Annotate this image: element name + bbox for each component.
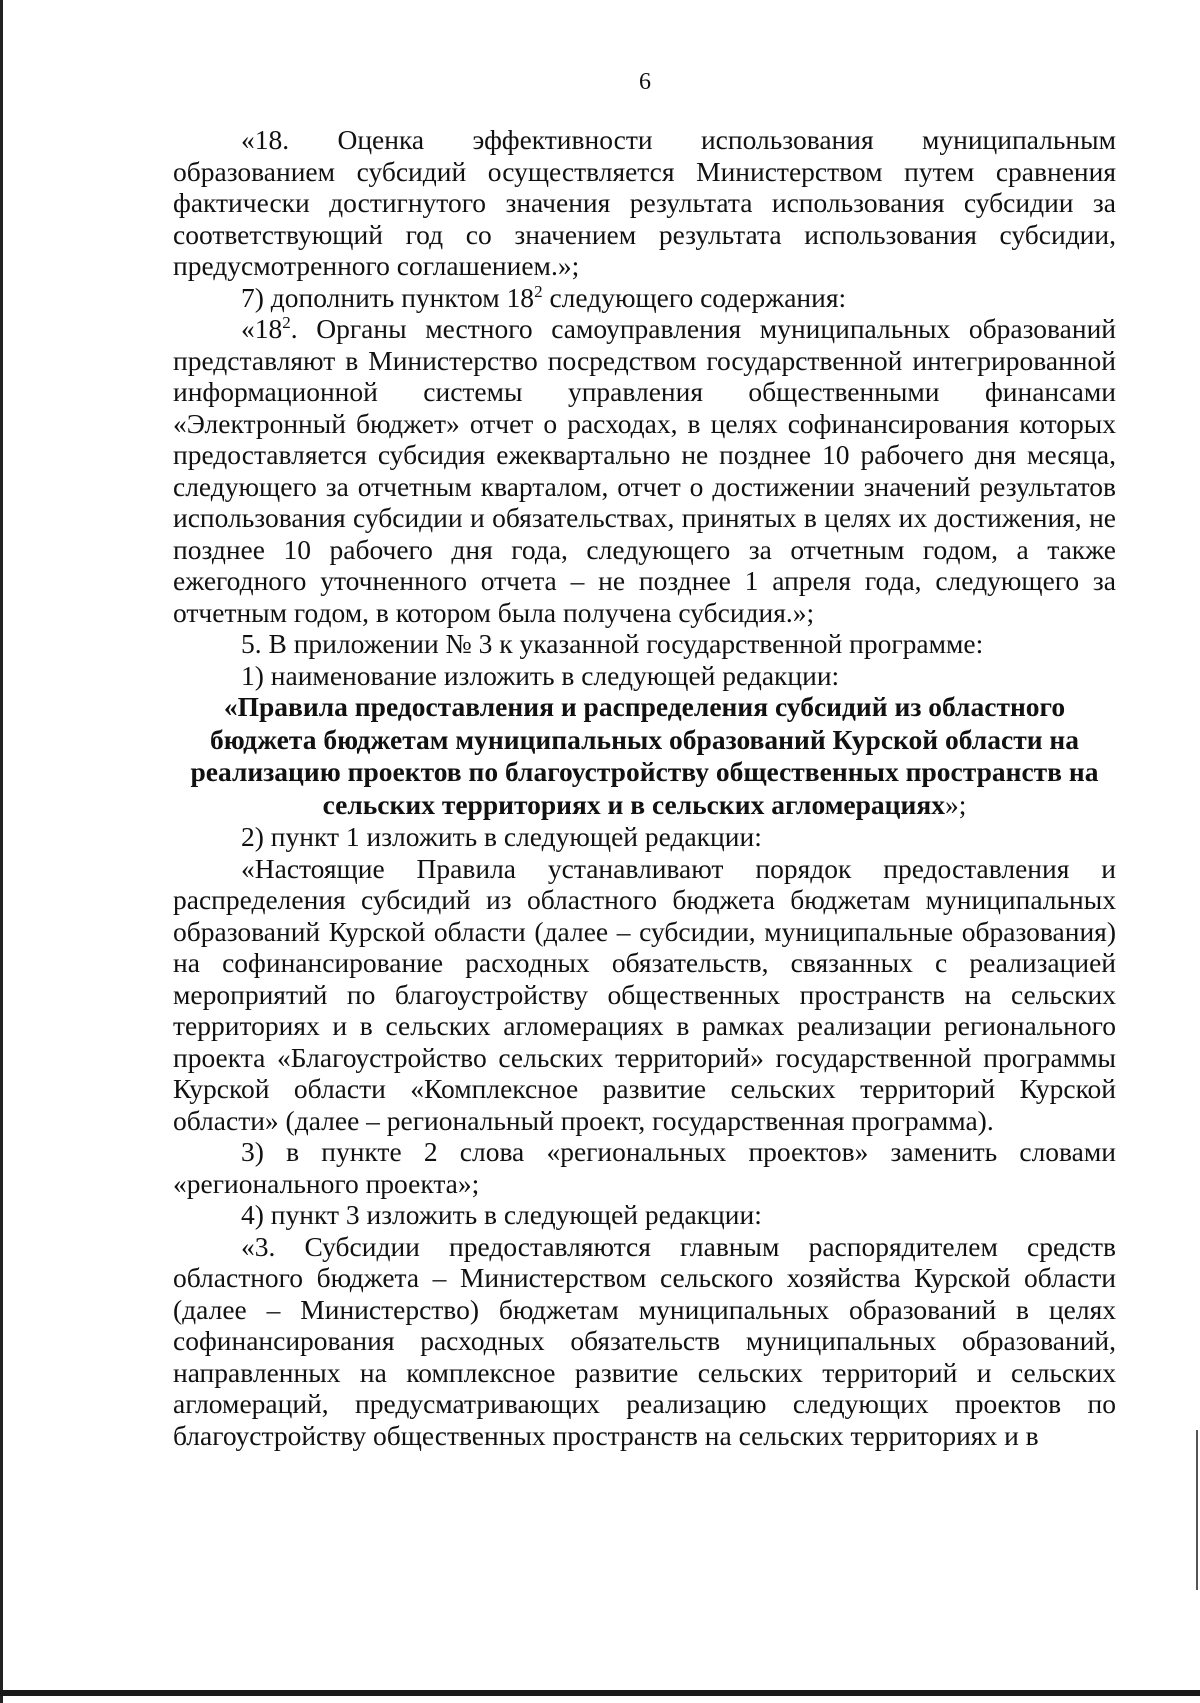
paragraph-amendment-1: 1) наименование изложить в следующей редакции: [241, 659, 840, 691]
heading-tail: »; [945, 788, 967, 820]
heading-text: «Правила предоставления и распределения субсидий из областного бюджета бюджетам муниципальных образований Курской области на реализацию проектов по благоустройству общественных пространств на сельских территориях и в сельских агломерациях [190, 691, 1099, 820]
page-number: 6 [639, 69, 651, 95]
paragraph-text: следующего содержания: [542, 281, 847, 313]
rules-title-heading [173, 691, 1116, 821]
paragraph-amendment-4: 4) пункт 3 изложить в следующей редакции: [241, 1199, 762, 1230]
paragraph-appendix-3: 5. В приложении № 3 к указанной государственной программе: [241, 628, 984, 659]
paragraph-item-18-2 [173, 313, 1116, 628]
paragraph-text: 7) дополнить пунктом 18 [241, 281, 535, 313]
superscript-index: 2 [534, 281, 543, 301]
paragraph-rules-point-3: «3. Субсидии предоставляются главным распорядителем средств областного бюджета – Министерством сельского хозяйства Курской области (далее – Министерство) бюджетам муниципальных образований в целях софинансирования расходных обязательств муниципальных образований, направленных на комплексное развитие сельских территорий и сельских агломераций, предусматривающих реализацию следующих проектов по благоустройству общественных пространств на сельских территориях и в [173, 1230, 1116, 1451]
paragraph-amendment-3: 3) в пункте 2 слова «региональных проектов» заменить словами «регионального проекта»; [173, 1136, 1116, 1199]
paragraph-text: . Органы местного самоуправления муниципальных образований представляют в Министерство посредством государственной интегрированной информационной системы управления общественными финансами «Электронный бюджет» отчет о расходах, в целях софинансирования которых предоставляется субсидия ежеквартально не позднее 10 рабочего дня месяца, следующего за отчетным кварталом, отчет о достижении значений результатов использования субсидии и обязательствах, принятых в целях их достижения, не позднее 10 рабочего дня года, следующего за отчетным годом, а также ежегодного уточненного отчета – не позднее 1 апреля года, следующего за отчетным годом, в котором была получена субсидия.»; [173, 313, 1116, 628]
paragraph-item-18: «18. Оценка эффективности использования муниципальным образованием субсидий осуществляется Министерством путем сравнения фактически достигнутого значения результата использования субсидии за соответствующий год со значением результата использования субсидии, предусмотренного соглашением.»; [173, 124, 1116, 281]
paragraph-rules-point-1: «Настоящие Правила устанавливают порядок предоставления и распределения субсидий из областного бюджета бюджетам муниципальных образований Курской области (далее – субсидии, муниципальные образования) на софинансирование расходных обязательств, связанных с реализацией мероприятий по благоустройству общественных пространств на сельских территориях и в сельских агломерациях в рамках реализации регионального проекта «Благоустройство сельских территорий» государственной программы Курской области «Комплексное развитие сельских территорий Курской области» (далее – региональный проект, государственная программа). [173, 852, 1116, 1136]
paragraph-text: «18 [241, 313, 283, 344]
scan-left-edge [0, 0, 3, 1703]
superscript-index: 2 [282, 312, 291, 332]
document-body [173, 124, 1116, 1451]
scan-right-edge-mark [1196, 1430, 1198, 1590]
paragraph-amendment-7 [173, 282, 1116, 314]
paragraph-amendment-2: 2) пункт 1 изложить в следующей редакции: [241, 821, 762, 852]
scan-bottom-edge [0, 1690, 1200, 1696]
